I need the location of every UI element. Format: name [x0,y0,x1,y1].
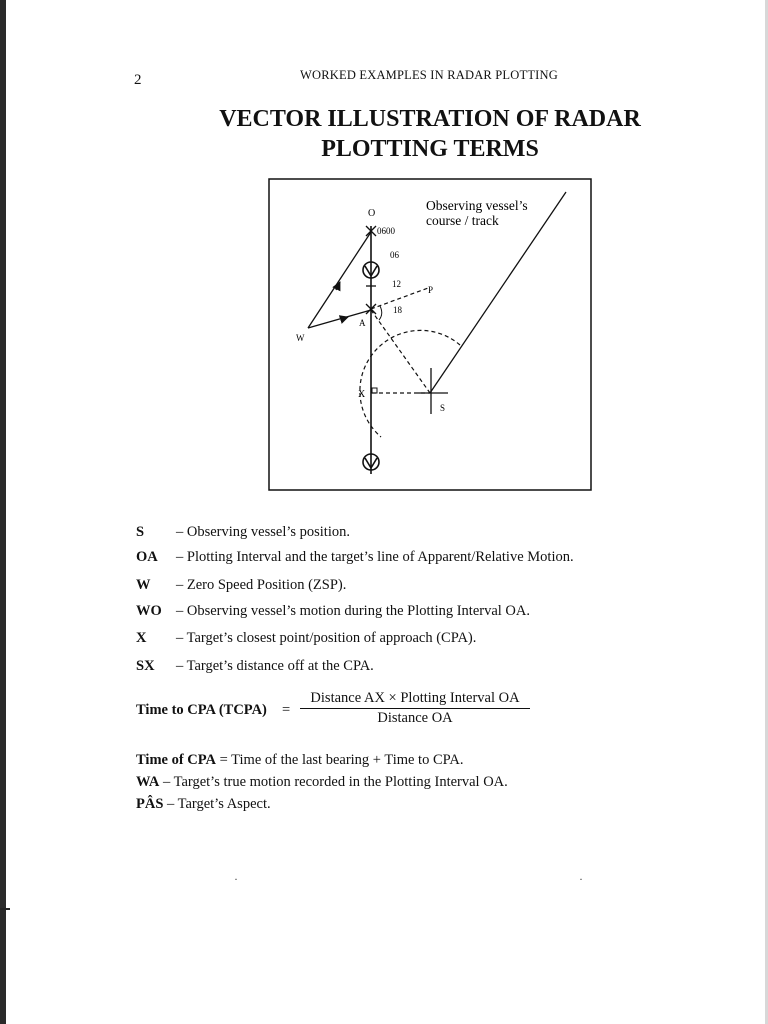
label-p: P [428,285,434,295]
label-0600: 0600 [377,226,395,236]
label-w: W [296,333,305,343]
time-of-cpa-text: = Time of the last bearing + Time to CPA. [219,752,464,768]
label-06: 06 [390,250,399,260]
definition-text: – Target’s closest point/position of approach (CPA). [176,630,477,646]
margin-mark [0,908,10,910]
definition-x [136,630,476,647]
definition-term: WO [136,603,162,619]
definition-term: SX [136,658,155,674]
formula-denominator: Distance OA [377,710,453,726]
definition-text: – Zero Speed Position (ZSP). [176,577,347,593]
label-x: X [358,389,366,400]
caption-line-1: Observing vessel’s [426,198,528,213]
caption-line-2: course / track [426,213,499,228]
definition-text: – Plotting Interval and the target’s line of Apparent/Relative Motion. [176,549,574,565]
wa-text: – Target’s true motion recorded in the Plotting Interval OA. [163,774,508,790]
definition-text: – Target’s distance off at the CPA. [176,658,374,674]
label-o: O [368,208,376,219]
vector-wo [308,232,371,328]
formula-lhs: Time to CPA (TCPA) [136,702,267,718]
formula-equals: = [282,702,291,718]
time-of-cpa-term: Time of CPA [136,752,217,768]
pas-term: PÂS [136,796,164,812]
label-18: 18 [393,305,402,315]
page-title-line-2: PLOTTING TERMS [321,136,539,162]
definition-term: S [136,524,145,540]
definition-term: W [136,577,151,593]
label-a: A [359,318,366,328]
formula-fraction [300,690,530,727]
formula-numerator: Distance AX × Plotting Interval OA [300,690,530,709]
cpa-arc-dashed [360,330,460,437]
page-title-line-1: VECTOR ILLUSTRATION OF RADAR [219,106,641,132]
vector-diagram [268,178,594,494]
definition-term: OA [136,549,158,565]
definition-text: – Observing vessel’s position. [176,524,350,540]
definition-wo [136,603,530,620]
running-header: WORKED EXAMPLES IN RADAR PLOTTING [300,68,558,82]
aspect-angle-arc [379,306,382,320]
time-of-cpa-line [136,752,463,769]
right-angle-mark [372,388,377,393]
label-s: S [440,403,446,413]
definition-s [136,524,350,541]
scan-speck: · [579,872,583,886]
page-number: 2 [134,72,142,88]
line-as-dashed [371,310,430,393]
wa-line [136,774,508,791]
scan-speck: · [234,872,238,886]
definition-oa [136,549,574,566]
pas-line [136,796,271,813]
page-left-edge [0,0,6,1024]
definition-w [136,577,346,594]
definition-text: – Observing vessel’s motion during the Plotting Interval OA. [176,603,531,619]
definition-term: X [136,630,147,646]
definition-sx [136,658,374,675]
pas-text: – Target’s Aspect. [167,796,271,812]
label-12: 12 [392,279,401,289]
wa-term: WA [136,774,160,790]
